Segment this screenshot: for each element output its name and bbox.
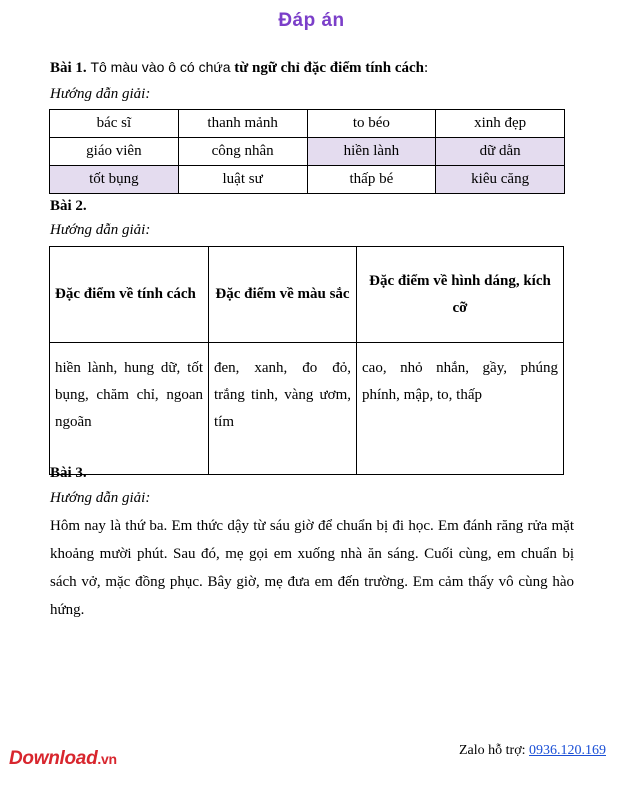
- bai2-header-personality: Đặc điểm về tính cách: [50, 247, 209, 343]
- bai1-table-row: [50, 110, 565, 138]
- bai1-guide: Hướng dẫn giải:: [50, 86, 151, 102]
- download-logo[interactable]: [9, 748, 117, 770]
- bai1-table-cell: công nhân: [178, 138, 307, 166]
- page-title: Đáp án: [278, 10, 345, 31]
- bai3-answer-text: Hôm nay là thứ ba. Em thức dậy từ sáu giờ để chuẩn bị đi học. Em đánh răng rửa mặt khoảng mười phút. Sau đó, mẹ gọi em xuống nhà ăn sáng. Cuối cùng, em chuẩn bị sách vở, mặc đồng phục. Bây giờ, mẹ đưa em đến trường. Em cảm thấy vô cùng hào hứng.: [50, 518, 574, 618]
- bai3-guide: Hướng dẫn giải:: [50, 490, 151, 506]
- bai2-header-shape: Đặc điểm về hình dáng, kích cỡ: [357, 247, 564, 343]
- bai1-prompt: [50, 57, 428, 78]
- bai3-label: Bài 3.: [50, 465, 87, 481]
- bai2-label: Bài 2.: [50, 198, 87, 214]
- logo-suffix: .vn: [97, 751, 117, 767]
- bai1-table-cell: thanh mảnh: [178, 110, 307, 138]
- logo-main: Download: [9, 748, 98, 769]
- bai2-cell-color: đen, xanh, đo đỏ, trắng tinh, vàng ươm, tím: [209, 343, 357, 475]
- bai1-table-cell: giáo viên: [50, 138, 179, 166]
- bai1-label: Bài 1.: [50, 60, 87, 76]
- bai1-table-cell: luật sư: [178, 166, 307, 194]
- bai1-table: [49, 109, 565, 194]
- bai1-prompt-end: :: [423, 60, 429, 76]
- zalo-phone-link[interactable]: 0936.120.169: [529, 743, 606, 758]
- bai2-guide: Hướng dẫn giải:: [50, 222, 151, 238]
- bai2-cell-shape: cao, nhỏ nhắn, gầy, phúng phính, mập, to, thấp: [357, 343, 564, 475]
- bai1-table-cell: hiền lành: [307, 138, 436, 166]
- bai2-header-color: Đặc điểm về màu sắc: [209, 247, 357, 343]
- bai1-table-cell: tốt bụng: [50, 166, 179, 194]
- bai1-table-cell: thấp bé: [307, 166, 436, 194]
- bai1-prompt-plain: Tô màu vào ô có chứa: [90, 59, 231, 75]
- bai1-table-cell: kiêu căng: [436, 166, 565, 194]
- bai2-table: [49, 246, 564, 475]
- bai1-table-cell: bác sĩ: [50, 110, 179, 138]
- zalo-label: Zalo hỗ trợ:: [459, 743, 526, 758]
- bai1-table-cell: dữ dằn: [436, 138, 565, 166]
- bai2-header-row: [50, 247, 564, 343]
- bai1-prompt-bold: từ ngữ chỉ đặc điểm tính cách: [234, 60, 424, 76]
- bai2-answer-row: [50, 343, 564, 475]
- bai1-table-row: [50, 166, 565, 194]
- zalo-support: [459, 743, 606, 759]
- bai2-cell-personality: hiền lành, hung dữ, tốt bụng, chăm chỉ, ngoan ngoãn: [50, 343, 209, 475]
- bai1-table-row: [50, 138, 565, 166]
- bai1-table-cell: xinh đẹp: [436, 110, 565, 138]
- bai1-table-cell: to béo: [307, 110, 436, 138]
